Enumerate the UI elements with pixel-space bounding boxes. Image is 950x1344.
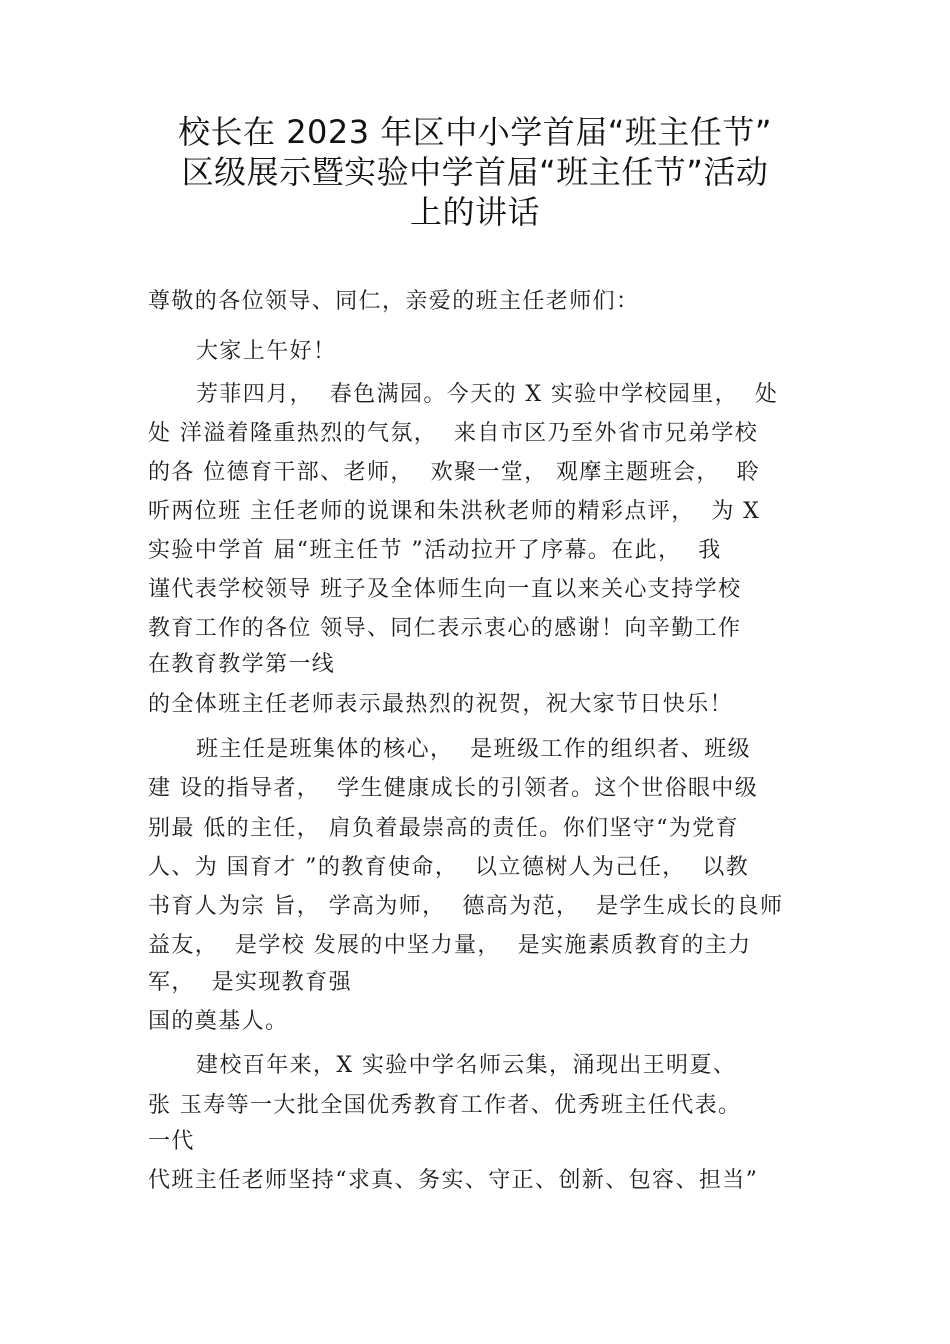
paragraph-line: 一代 (148, 1129, 195, 1154)
paragraph-line: 书育人为宗 旨， 学高为师， 德高为范， 是学生成长的良师 (148, 894, 784, 919)
document-title (120, 112, 830, 232)
title-line: 上的讲话 (409, 193, 540, 231)
paragraph-line: 军， 是实现教育强 (148, 970, 352, 995)
paragraph-line: 的各 位德育干部、老师， 欢聚一堂， 观摩主题班会， 聆 (148, 460, 760, 485)
paragraph-line: 芳菲四月， 春色满园。今天的 X 实验中学校园里， 处 (196, 382, 779, 407)
paragraph-line: 在教育教学第一线 (148, 652, 336, 677)
paragraph-line: 处 洋溢着隆重热烈的气氛， 来自市区乃至外省市兄弟学校 (148, 421, 759, 446)
paragraph-line: 国的奠基人。 (148, 1009, 289, 1034)
paragraph-line: 别最 低的主任， 肩负着最崇高的责任。你们坚守“为党育 (148, 816, 740, 841)
paragraph-line: 建 设的指导者， 学生健康成长的引领者。这个世俗眼中级 (148, 776, 759, 801)
paragraph-line: 谨代表学校领导 班子及全体师生向一直以来关心支持学校 (148, 577, 742, 602)
paragraph-line: 实验中学首 届“班主任节 ”活动拉开了序幕。在此， 我 (148, 538, 722, 563)
paragraph-line: 的全体班主任老师表示最热烈的祝贺，祝大家节日快乐！ (148, 692, 734, 717)
paragraph-line: 教育工作的各位 领导、同仁表示衷心的感谢！向辛勤工作 (148, 616, 742, 641)
paragraph-line: 建校百年来，X 实验中学名师云集，涌现出王明夏、 (196, 1053, 737, 1078)
paragraph-line: 益友， 是学校 发展的中坚力量， 是实施素质教育的主力 (148, 933, 752, 958)
salutation: 尊敬的各位领导、同仁，亲爱的班主任老师们： (148, 289, 640, 314)
paragraph-line: 张 玉寿等一大批全国优秀教育工作者、优秀班主任代表。 (148, 1093, 742, 1118)
greeting: 大家上午好！ (196, 339, 337, 364)
paragraph-line: 听两位班 主任老师的说课和朱洪秋老师的精彩点评， 为 X (148, 499, 761, 524)
title-line: 区级展示暨实验中学首届“班主任节”活动 (181, 153, 769, 191)
paragraph-line: 人、为 国育才 ”的教育使命， 以立德树人为己任， 以教 (148, 855, 750, 880)
paragraph-line: 代班主任老师坚持“求真、务实、守正、创新、包容、担当” (148, 1168, 759, 1193)
title-line: 校长在 2023 年区中小学首届“班主任节” (178, 113, 772, 151)
paragraph-line: 班主任是班集体的核心， 是班级工作的组织者、班级 (196, 737, 751, 762)
